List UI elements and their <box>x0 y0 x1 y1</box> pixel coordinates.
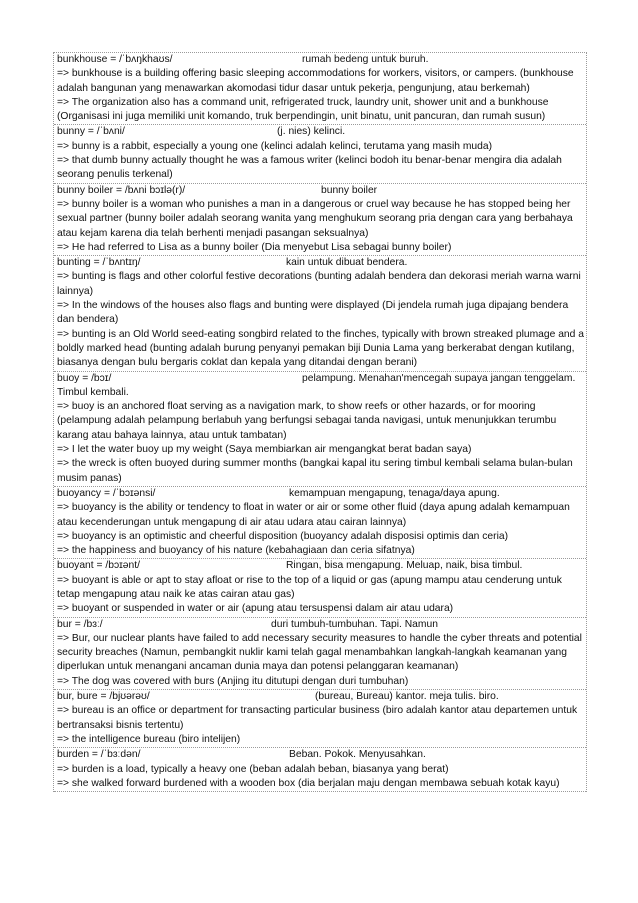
definition-line: => buoyant or suspended in water or air (apung atau tersuspensi dalam air atau udara) <box>57 603 454 615</box>
meaning: kain untuk dibuat bendera. <box>286 257 408 269</box>
entry-headline <box>57 256 584 270</box>
definition-line: => I let the water buoy up my weight (Saya membiarkan air mengangkat berat badan saya) <box>57 444 472 456</box>
entry-headline <box>57 125 584 139</box>
entry-headline <box>57 748 584 762</box>
meaning: bunny boiler <box>321 184 378 196</box>
entry-buoyant <box>54 559 586 617</box>
definition-line: => The organization also has a command unit, refrigerated truck, laundry unit, shower unit and a bunkhouse (Organisasi ini juga memiliki unit komando, truk berpendingin, unit binatu, unit pancuran, dan rumah susun) <box>57 96 549 123</box>
definition-line: => bunkhouse is a building offering basic sleeping accommodations for workers, visitors, or campers. (bunkhouse adalah bangunan yang menawarkan akomodasi tidur dasar untuk pekerja, pengunjung, atau berkemah) <box>57 68 574 94</box>
definition-line: => The dog was covered with burs (Anjing itu ditutupi dengan duri tumbuhan) <box>57 675 409 687</box>
entry-headline <box>57 184 584 198</box>
entry-burden <box>54 748 586 792</box>
headword: bunny = /ˈbʌni/ <box>57 126 125 138</box>
definition-line: => she walked forward burdened with a wooden box (dia berjalan maju dengan membawa sebuah kotak kayu) <box>57 777 560 789</box>
entry-bunkhouse <box>54 53 586 125</box>
definition-line: => buoyancy is an optimistic and cheerful disposition (buoyancy adalah disposisi optimis dan ceria) <box>57 530 509 542</box>
meaning: kemampuan mengapung, tenaga/daya apung. <box>289 487 500 499</box>
headword: bur, bure = /bjʊərəʊ/ <box>57 691 150 703</box>
definition-line: => bunting is an Old World seed-eating songbird related to the finches, typically with brown streaked plumage and a boldly marked head (bunting adalah burung penyanyi pemakan biji Dunia Lama yang berkerabat dengan kutilang, biasanya dengan bulu bergaris coklat dan kepala yang ditandai dengan berani) <box>57 328 584 369</box>
definition-line: => buoyancy is the ability or tendency to float in water or air or some other fluid (daya apung adalah kemampuan atau kecenderungan untuk mengapung di air atau udara atau cairan lainnya) <box>57 502 570 528</box>
definition-line: => that dumb bunny actually thought he was a famous writer (kelinci bodoh itu benar-benar mengira dia adalah seorang penulis terkenal) <box>57 155 562 181</box>
headword: buoyant = /bɔɪənt/ <box>57 560 140 572</box>
entry-headline <box>57 487 584 501</box>
meaning: (j. nies) kelinci. <box>277 126 346 138</box>
headword: buoyancy = /ˈbɔɪənsi/ <box>57 487 156 499</box>
entry-headline <box>57 53 584 67</box>
meaning: Ringan, bisa mengapung. Meluap, naik, bisa timbul. <box>286 560 523 572</box>
entry-bur <box>54 618 586 690</box>
definition-line: => bunting is flags and other colorful festive decorations (bunting adalah bendera dan dekorasi meriah warna warni lainnya) <box>57 271 581 297</box>
definition-line: => bunny is a rabbit, especially a young one (kelinci adalah kelinci, terutama yang masih muda) <box>57 140 493 152</box>
entry-headline <box>57 559 584 573</box>
entry-bunting <box>54 256 586 371</box>
meaning: Beban. Pokok. Menyusahkan. <box>289 749 426 761</box>
entry-bureau <box>54 690 586 748</box>
definition-line: => bunny boiler is a woman who punishes a man in a dangerous or cruel way because he has stopped being her sexual partner (bunny boiler adalah seorang wanita yang menghukum seorang pria dengan cara yang berbahaya atau kejam karena dia telah berhenti menjadi pasangan seksualnya) <box>57 198 573 239</box>
entry-buoyancy <box>54 487 586 559</box>
definition-line: => burden is a load, typically a heavy one (beban adalah beban, biasanya yang berat) <box>57 763 449 775</box>
definition-line: => the intelligence bureau (biro intelijen) <box>57 733 241 745</box>
meaning: rumah bedeng untuk buruh. <box>302 54 429 65</box>
headword: buoy = /bɔɪ/ <box>57 372 112 384</box>
headword: bunny boiler = /bʌni bɔɪlə(r)/ <box>57 184 186 196</box>
meaning: duri tumbuh-tumbuhan. Tapi. Namun <box>271 618 438 630</box>
definition-line: => buoy is an anchored float serving as a navigation mark, to show reefs or other hazards, or for mooring (pelampung adalah pelampung berlabuh yang berfungsi sebagai tanda navigasi, untuk menunjukkan terumbu karang atau bahaya lainnya, atau untuk tambatan) <box>57 401 557 441</box>
headword: bunting = /ˈbʌntɪŋ/ <box>57 257 141 269</box>
dictionary-page <box>53 52 587 792</box>
entry-bunny <box>54 125 586 183</box>
entry-headline <box>57 372 584 386</box>
meaning-continued: Timbul kembali. <box>57 386 129 398</box>
entry-headline <box>57 690 584 704</box>
entry-buoy <box>54 372 586 487</box>
entry-headline <box>57 618 584 632</box>
definition-line: => buoyant is able or apt to stay afloat or rise to the top of a liquid or gas (apung mampu atau cenderung untuk tetap mengapung atau naik ke atas cairan atau gas) <box>57 574 562 600</box>
headword: bur = /bɜː/ <box>57 618 103 630</box>
meaning: pelampung. Menahan'mencegah supaya jangan tenggelam. <box>302 372 576 384</box>
meaning: (bureau, Bureau) kantor. meja tulis. biro. <box>315 691 499 703</box>
definition-line: => the wreck is often buoyed during summer months (bangkai kapal itu sering timbul kembali selama bulan-bulan musim panas) <box>57 458 573 484</box>
headword: burden = /ˈbɜːdən/ <box>57 749 141 761</box>
definition-line: => Bur, our nuclear plants have failed to add necessary security measures to handle the cyber threats and potential security breaches (Namun, pembangkit nuklir kami telah gagal menambahkan langkah-langkah keamanan yang diperlukan untuk menangani ancaman dunia maya dan potensi pelanggaran keamanan) <box>57 632 582 673</box>
definition-line: => the happiness and buoyancy of his nature (kebahagiaan dan ceria sifatnya) <box>57 545 415 557</box>
headword: bunkhouse = /ˈbʌŋkhaʊs/ <box>57 54 173 65</box>
entry-bunny-boiler <box>54 184 586 256</box>
definition-line: => He had referred to Lisa as a bunny boiler (Dia menyebut Lisa sebagai bunny boiler) <box>57 241 452 253</box>
definition-line: => In the windows of the houses also flags and bunting were displayed (Di jendela rumah juga dipajang bendera dan bendera) <box>57 300 569 326</box>
definition-line: => bureau is an office or department for transacting particular business (biro adalah kantor atau departemen untuk bertransaksi bisnis tertentu) <box>57 705 578 731</box>
